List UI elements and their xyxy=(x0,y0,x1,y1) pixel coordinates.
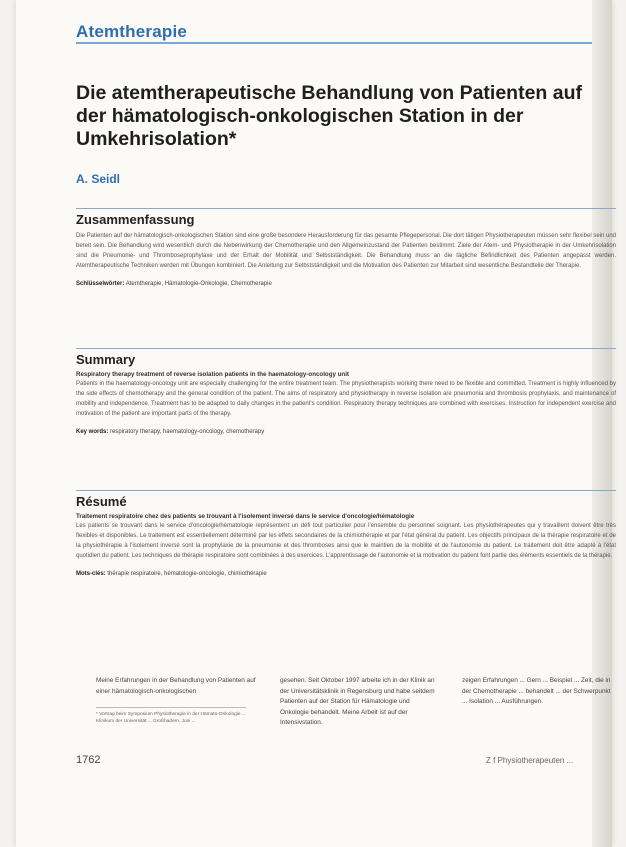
keywords-text: Atemtherapie, Hämatologie-Onkologie, Chemotherapie xyxy=(125,281,272,287)
section-header-title: Atemtherapie xyxy=(76,22,188,41)
body-column-2: gesehen. Seit Oktober 1997 arbeite ich in der Klinik an der Universitätsklinik in Regensburg und habe seitdem Patienten auf der Station für Hämatologie und Onkologie behandelt. Meine Arbeit ist auf der Intensivstation. xyxy=(280,677,435,726)
abstract-french xyxy=(76,490,616,579)
keywords-label: Key words: xyxy=(76,429,109,435)
body-column-3: zeigen Erfahrungen ... Gern ... Beispiel ... Zeit, die in der Chemotherapie ... behandelt ... der Schwerpunkt ... Isolation ... Ausführungen. xyxy=(462,677,611,705)
abstract-french-heading: Résumé xyxy=(76,490,616,509)
abstract-french-keywords xyxy=(76,569,616,579)
abstract-english-subtitle: Respiratory therapy treatment of reverse isolation patients in the haematology-oncology unit xyxy=(76,371,349,378)
body-column-1: Meine Erfahrungen in der Behandlung von Patienten auf einer hämatologisch-onkologischen xyxy=(96,677,256,695)
abstract-german-heading: Zusammenfassung xyxy=(76,208,616,227)
keywords-text: thérapie respiratoire, hématologie-oncologie, chimiothérapie xyxy=(107,571,267,577)
keywords-label: Schlüsselwörter: xyxy=(76,281,125,287)
keywords-label: Mots-clés: xyxy=(76,571,106,577)
footnote: * Vortrag beim Symposium Physiotherapie in der Hämato-Onkologie ... Klinikum der Universität ... Großhadern, Juni ... xyxy=(96,707,246,725)
abstract-english-heading: Summary xyxy=(76,348,616,367)
abstract-french-body: Les patients se trouvant dans le service d'oncologie/hématologie représentent un défi tout particulier pour l'ensemble du personnel soignant. Les physiothérapeutes qui y travaillent doivent être très flexibles et disponibles. Le traitement est essentiellement déterminé par les effets secondaires de la chimiothérapie et par l'état général du patient. Les objectifs principaux de la thérapie respiratoire et de la physiothérapie à l'isolement inversé sont la prophylaxie de la pneumonie et des thromboses ainsi que le maintien de la mobilité et de l'autonomie du patient. Le traitement doit être adapté à l'état quotidien du patient. Les techniques de thérapie respiratoire sont combinées à des exercices. L'apprentissage de l'autonomie et la motivation du patient font partie des éléments essentiels de la thérapie. xyxy=(76,523,616,559)
article-title: Die atemtherapeutische Behandlung von Patienten auf der hämatologisch-onkologischen Station in der Umkehrisolation* xyxy=(76,82,583,150)
keywords-text: respiratory therapy, haematology-oncology, chemotherapy xyxy=(110,429,265,435)
article-author: A. Seidl xyxy=(76,172,121,186)
abstract-english-keywords xyxy=(76,427,616,437)
abstract-english-body: Patients in the haematology-oncology unit are especially challenging for the entire treatment team. The physiotherapists working there need to be flexible and committed. Treatment is highly influenced by the side effects of chemotherapy and the general condition of the patient. The aims of respiratory and physiotherapy in reverse isolation are pneumonia and thrombosis prophylaxis, and maintenance of mobility and independence. Treatment has to be adapted to daily changes in the patient's condition. Respiratory therapy techniques are combined with exercises. Instruction for independent exercise and motivation of the patient are important parts of the therapy. xyxy=(76,381,616,417)
document-page xyxy=(16,0,616,847)
abstract-german xyxy=(76,208,616,289)
abstract-german-keywords xyxy=(76,279,616,289)
abstract-english xyxy=(76,348,616,437)
abstract-german-body: Die Patienten auf der hämatologisch-onkologischen Station sind eine große besondere Herausforderung für das gesamte Pflegepersonal. Die dort tätigen Physiotherapeuten müssen sehr flexibel sein und bereit sein. Die Behandlung wird wesentlich durch die Nebenwirkung der Chemotherapie und den Allgemeinzustand der Patienten bestimmt. Ziele der Atem- und Physiotherapie in der Umkehrisolation sind die Pneumonie- und Thromboseprophylaxe und der Erhalt der Mobilität und Selbstständigkeit. Die Behandlung muss an die tägliche Befindlichkeit des Patienten angepasst werden. Atemtherapeutische Techniken werden mit Übungen kombiniert. Die Anleitung zur Selbstständigkeit und die Motivation des Patienten zur Mitarbeit sind wesentliche Bestandteile der Therapie. xyxy=(76,233,616,269)
abstract-french-subtitle: Traitement respiratoire chez des patients se trouvant à l'isolement inversé dans le service d'oncologie/hématologie xyxy=(76,513,415,520)
section-header-rule xyxy=(76,42,592,44)
journal-reference: Z f Physiotherapeuten ... xyxy=(486,756,574,765)
page-number: 1762 xyxy=(76,754,101,766)
